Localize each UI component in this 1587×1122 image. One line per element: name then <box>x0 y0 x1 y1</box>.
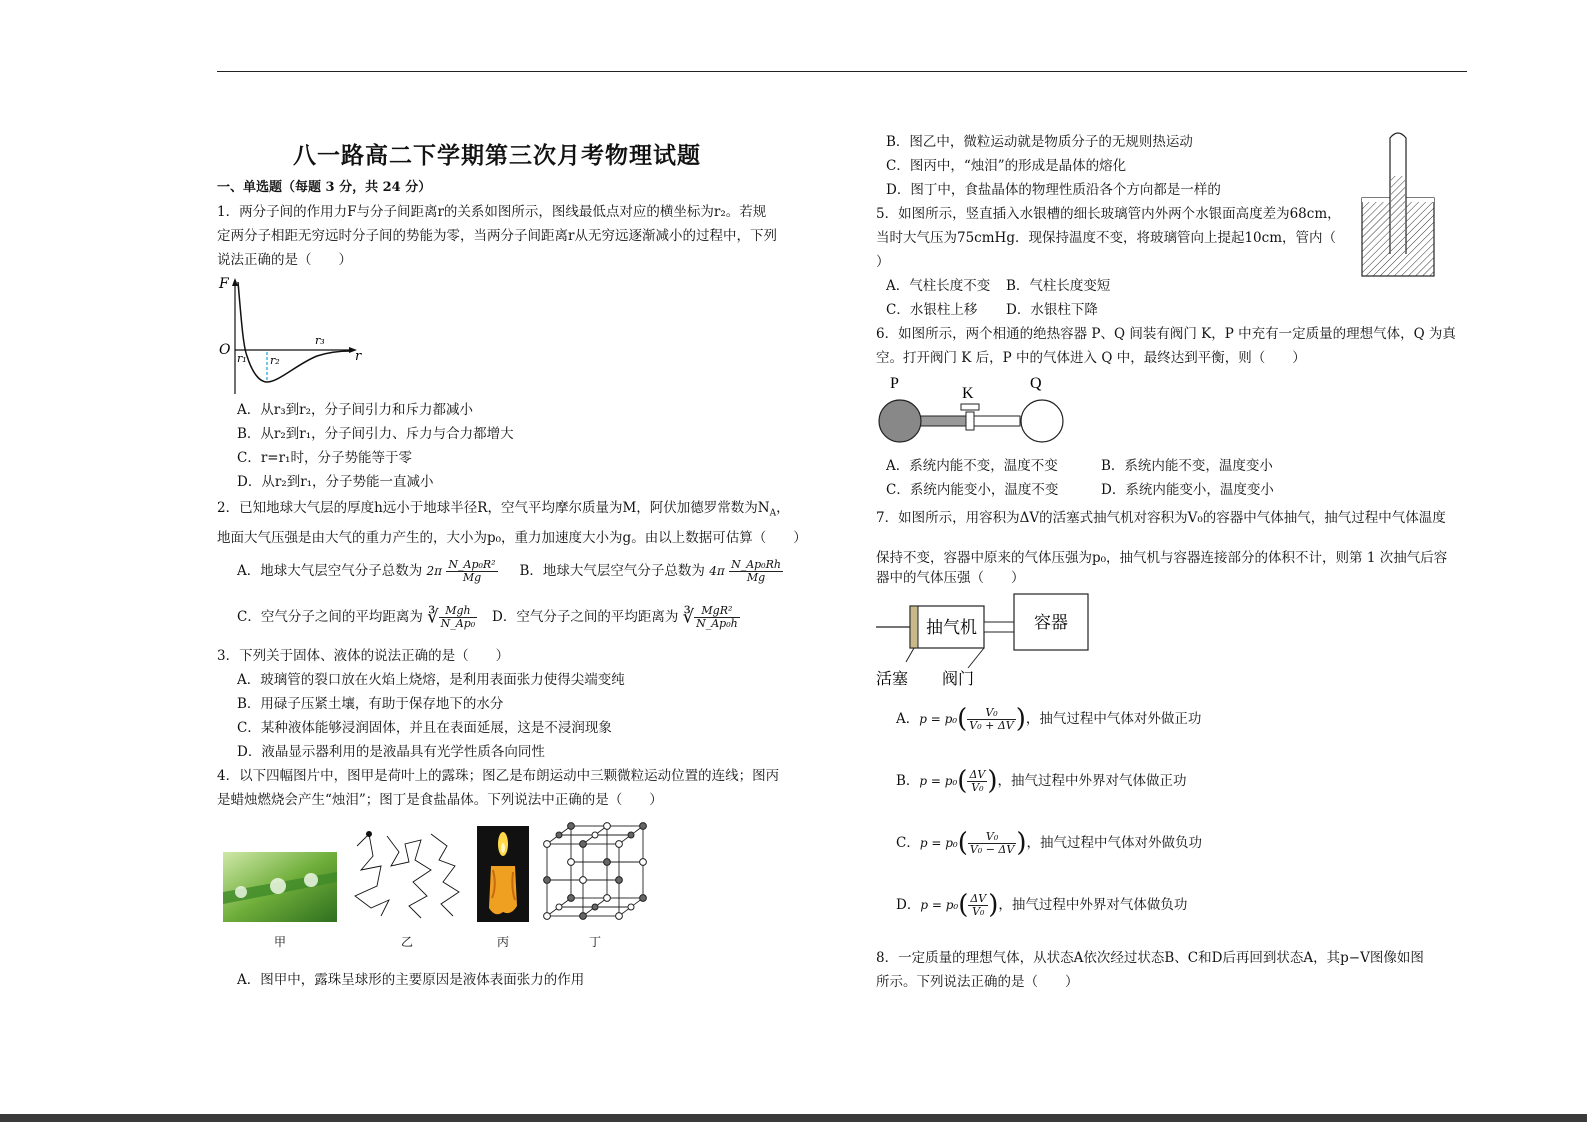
q2-stem-text: 2．已知地球大气层的厚度h远小于地球半径R，空气平均摩尔质量为M，阿伏加德罗常数为N <box>217 500 770 516</box>
q5-option-c: C．水银柱上移 <box>886 302 978 318</box>
q7-b-lhs: p = p₀ <box>919 774 958 788</box>
q1-stem-line3: 说法正确的是（ ） <box>217 252 352 268</box>
graph-r-label: r <box>355 349 362 364</box>
q7-option-d <box>876 874 1466 936</box>
brownian-path-2 <box>387 836 431 918</box>
q5-option-b: B．气柱长度变短 <box>1006 278 1111 294</box>
q1-option-a: A．从r₃到r₂，分子间引力和斥力都减小 <box>237 402 473 418</box>
q4-stem-line1: 4．以下四幅图片中，图甲是荷叶上的露珠；图乙是布朗运动中三颗微粒运动位置的连线；图丙 <box>217 767 780 784</box>
q2-option-d <box>492 605 782 630</box>
container-label: 容器 <box>1034 613 1068 633</box>
brownian-path-3 <box>431 834 459 916</box>
q2-stem-end: ， <box>776 500 790 516</box>
q6-options-cd <box>876 478 1466 502</box>
q4-option-b: B．图乙中，微粒运动就是物质分子的无规则热运动 <box>886 134 1193 150</box>
q6-stem-line1: 6．如图所示，两个相通的绝热容器 P、Q 间装有阀门 K，P 中充有一定质量的理想气体，Q 为真 <box>876 326 1456 342</box>
question-2 <box>217 496 807 642</box>
question-5 <box>876 202 1466 322</box>
fig-label-k: K <box>962 385 974 402</box>
q2-b-denominator: Mg <box>746 571 766 585</box>
q7-b-lparen: ( <box>957 766 968 796</box>
q2-option-b <box>520 559 807 584</box>
vacuum-pump-figure <box>876 592 1106 688</box>
question-6 <box>876 322 1466 502</box>
q2-option-c <box>237 605 492 630</box>
force-distance-graph <box>217 276 367 398</box>
q7-stem-line3: 器中的气体压强（ ） <box>876 570 1025 586</box>
q5-options-cd <box>876 298 1466 322</box>
q7-b-label: B． <box>896 773 920 789</box>
q2-option-a-fraction <box>446 559 497 584</box>
lattice-lines <box>547 826 643 916</box>
q2-option-c-text: C．空气分子之间的平均距离为 <box>237 609 423 626</box>
piston <box>910 606 918 648</box>
graph-r1-label: r₁ <box>237 352 247 365</box>
q1-stem-line1: 1．两分子间的作用力F与分子间距离r的关系如图所示，图线最低点对应的横坐标为r₂。若规 <box>217 204 767 220</box>
q7-c-text: ，抽气过程中气体对外做负功 <box>1026 835 1202 851</box>
exam-title: 八一路高二下学期第三次月考物理试题 <box>293 142 701 169</box>
brownian-particle <box>366 831 372 837</box>
q4-option-d: D．图丁中，食盐晶体的物理性质沿各个方向都是一样的 <box>886 182 1221 198</box>
q7-c-lparen: ( <box>957 828 968 858</box>
q6-option-c: C．系统内能变小，温度不变 <box>886 482 1059 498</box>
q7-c-label: C． <box>896 835 920 851</box>
q4-figure-ding <box>543 822 647 954</box>
q7-option-c <box>876 812 1466 874</box>
q2-a-denominator: Mg <box>462 571 482 585</box>
q7-b-text: ，抽气过程中外界对气体做正功 <box>997 773 1187 789</box>
graph-r3-label: r₃ <box>315 334 325 347</box>
q2-option-c-fraction <box>439 605 478 630</box>
graph-r2-label: r₂ <box>270 354 280 367</box>
q2-options-ab <box>217 550 807 594</box>
lattice-ions <box>544 822 647 919</box>
q4-caption-ding: 丁 <box>588 934 601 949</box>
mercury-tube-figure <box>1360 126 1438 280</box>
header-rule <box>217 71 1467 72</box>
q7-stem-line1: 7．如图所示，用容积为ΔV的活塞式抽气机对容积为V₀的容器中气体抽气，抽气过程中气体温度 <box>876 510 1446 526</box>
fig-label-q: Q <box>1030 375 1042 392</box>
q7-option-a <box>876 688 1466 750</box>
q5-option-a: A．气柱长度不变 <box>886 278 991 294</box>
candle-photo <box>477 826 529 922</box>
q7-a-lparen: ( <box>957 704 968 734</box>
q6-options-ab <box>876 454 1466 478</box>
valve-pointer <box>968 648 984 668</box>
q7-d-text: ，抽气过程中外界对气体做负功 <box>998 897 1188 913</box>
q4-figure-jia <box>223 852 337 954</box>
valve-label: 阀门 <box>942 669 975 688</box>
valve-k <box>966 412 974 430</box>
q7-b-numerator: ΔV <box>969 767 986 781</box>
dewdrop-2 <box>270 878 286 894</box>
brownian-motion-figure <box>351 826 463 922</box>
q2-option-a-text: A．地球大气层空气分子总数为 <box>237 563 423 580</box>
q2-b-numerator: N_Ap₀Rh <box>731 558 781 572</box>
q7-d-numerator: ΔV <box>970 891 987 905</box>
q2-stem-line2: 地面大气压强是由大气的重力产生的，大小为p₀，重力加速度大小为g。由以上数据可估算（ ） <box>217 529 807 546</box>
q4-figure-yi <box>351 826 463 954</box>
container-p <box>879 400 921 442</box>
q7-a-text: ，抽气过程中气体对外做正功 <box>1025 711 1202 727</box>
valve-handle <box>961 404 979 410</box>
q7-c-rparen: ) <box>1016 828 1027 858</box>
candle-flame-core <box>501 843 505 853</box>
mercury-column <box>1391 176 1405 254</box>
q2-option-b-text: B．地球大气层空气分子总数为 <box>519 563 705 580</box>
q4-caption-bing: 丙 <box>496 934 509 949</box>
q5-stem-line1: 5．如图所示，竖直插入水银槽的细长玻璃管内外两个水银面高度差为68cm， <box>876 206 1341 222</box>
q7-d-fraction <box>968 893 988 918</box>
q6-option-a: A．系统内能不变，温度不变 <box>886 458 1058 474</box>
connecting-pipe-filled <box>916 416 966 426</box>
brownian-path-1 <box>355 834 389 916</box>
q7-c-numerator: V₀ <box>968 831 1016 844</box>
q7-b-denominator: V₀ <box>971 780 984 794</box>
left-column <box>217 136 807 992</box>
graph-origin-label: O <box>219 342 231 358</box>
q4-stem-line2: 是蜡烛燃烧会产生“烛泪”；图丁是食盐晶体。下列说法中正确的是（ ） <box>217 791 663 808</box>
right-column <box>876 130 1466 994</box>
q5-stem-line2: 当时大气压为75cmHg．现保持温度不变，将玻璃管向上提起10cm，管内（ <box>876 230 1336 246</box>
q1-stem-line2: 定两分子相距无穷远时分子间的势能为零，当两分子间距离r从无穷远逐渐减小的过程中，下列 <box>217 228 777 244</box>
q2-d-numerator: MgR² <box>694 605 740 618</box>
q1-option-c: C．r=r₁时，分子势能等于零 <box>237 450 412 466</box>
fig-label-p: P <box>890 375 899 392</box>
q1-option-d: D．从r₂到r₁，分子势能一直减小 <box>237 474 434 490</box>
q8-stem-line2: 所示。下列说法正确的是（ ） <box>876 974 1079 990</box>
q6-stem-line2: 空。打开阀门 K 后，P 中的气体进入 Q 中，最终达到平衡，则（ ） <box>876 350 1306 366</box>
dewdrop-photo <box>223 852 337 922</box>
piston-label: 活塞 <box>876 669 909 688</box>
connecting-pipe-empty <box>974 416 1020 426</box>
q2-option-b-coef: 4π <box>709 564 725 579</box>
piston-pointer <box>906 648 914 662</box>
q7-d-lparen: ( <box>958 890 969 920</box>
q7-stem-line2: 保持不变，容器中原来的气体压强为p₀，抽气机与容器连接部分的体积不计，则第 1 次抽气后容 <box>876 550 1448 566</box>
graph-y-arrow <box>232 278 238 286</box>
q7-c-lhs: p = p₀ <box>919 836 958 850</box>
q4-option-c: C．图丙中，“烛泪”的形成是晶体的熔化 <box>886 158 1127 174</box>
pump-label: 抽气机 <box>926 618 977 638</box>
q4-caption-yi: 乙 <box>400 934 413 949</box>
q2-a-numerator: N_Ap₀R² <box>448 558 496 572</box>
q4-option-a: A．图甲中，露珠呈球形的主要原因是液体表面张力的作用 <box>237 971 585 988</box>
q7-a-denominator: V₀ + ΔV <box>969 718 1014 732</box>
q2-c-denominator: N_Ap₀ <box>440 617 476 631</box>
q2-option-d-text: D．空气分子之间的平均距离为 <box>492 609 679 626</box>
q3-option-a: A．玻璃管的裂口放在火焰上烧熔，是利用表面张力使得尖端变纯 <box>237 671 625 688</box>
section-heading: 一、单选题（每题 3 分，共 24 分） <box>217 180 432 195</box>
connecting-tube <box>984 622 1014 632</box>
container-q <box>1021 400 1063 442</box>
q3-option-c: C．某种液体能够浸润固体，并且在表面延展，这是不浸润现象 <box>237 719 612 736</box>
question-3 <box>217 644 807 764</box>
q2-c-numerator: Mgh <box>439 605 478 618</box>
q7-b-fraction <box>967 769 987 794</box>
q2-option-d-fraction <box>694 605 740 630</box>
q6-option-b: B．系统内能不变，温度变小 <box>1101 458 1273 474</box>
question-1 <box>217 200 807 494</box>
insulated-containers-figure <box>876 372 1076 454</box>
q5-option-d: D．水银柱下降 <box>1006 302 1098 318</box>
force-curve <box>238 282 351 382</box>
page-bottom-edge <box>0 1114 1587 1122</box>
dewdrop-3 <box>304 873 318 887</box>
q7-a-numerator: V₀ <box>967 707 1015 720</box>
question-4 <box>217 764 807 992</box>
q7-d-label: D． <box>896 897 921 913</box>
q4-figures <box>223 822 807 954</box>
q7-d-denominator: V₀ <box>972 904 985 918</box>
q2-d-root-sign: ∛ <box>682 606 695 628</box>
q4-caption-jia: 甲 <box>273 934 286 949</box>
q7-a-lhs: p = p₀ <box>919 712 958 726</box>
q2-c-root-sign: ∛ <box>427 606 439 628</box>
q7-d-rparen: ) <box>988 890 999 920</box>
q8-stem-line1: 8．一定质量的理想气体，从状态A依次经过状态B、C和D后再回到状态A，其p−V图像如图 <box>876 950 1424 966</box>
question-7 <box>876 506 1466 936</box>
q3-option-b: B．用碌子压紧土壤，有助于保存地下的水分 <box>237 695 504 712</box>
q7-c-denominator: V₀ − ΔV <box>969 842 1015 856</box>
q7-a-rparen: ) <box>1015 704 1026 734</box>
q2-options-cd <box>217 594 807 642</box>
q4-figure-bing <box>477 826 529 954</box>
q2-option-a <box>237 559 520 584</box>
q2-option-b-fraction <box>729 559 783 584</box>
q7-c-fraction <box>968 831 1016 856</box>
q7-option-b <box>876 750 1466 812</box>
q7-a-label: A． <box>896 711 920 727</box>
q2-stem-sub: A <box>769 508 777 519</box>
q7-b-rparen: ) <box>987 766 998 796</box>
q2-d-denominator: N_Ap₀h <box>696 617 738 631</box>
q2-option-a-coef: 2π <box>426 564 443 579</box>
q5-stem-line3: ） <box>876 254 890 270</box>
q7-a-fraction <box>967 707 1015 732</box>
q1-option-b: B．从r₂到r₁，分子间引力、斥力与合力都增大 <box>237 426 514 442</box>
q3-stem: 3．下列关于固体、液体的说法正确的是（ ） <box>217 647 510 664</box>
graph-f-label: F <box>219 276 229 292</box>
question-8 <box>876 946 1466 994</box>
dewdrop-1 <box>235 886 247 898</box>
q7-d-lhs: p = p₀ <box>920 898 959 912</box>
q6-option-d: D．系统内能变小，温度变小 <box>1101 482 1274 498</box>
q3-option-d: D．液晶显示器利用的是液晶具有光学性质各向同性 <box>237 743 545 760</box>
salt-crystal-lattice <box>543 822 647 922</box>
q2-stem-line1 <box>217 496 807 526</box>
